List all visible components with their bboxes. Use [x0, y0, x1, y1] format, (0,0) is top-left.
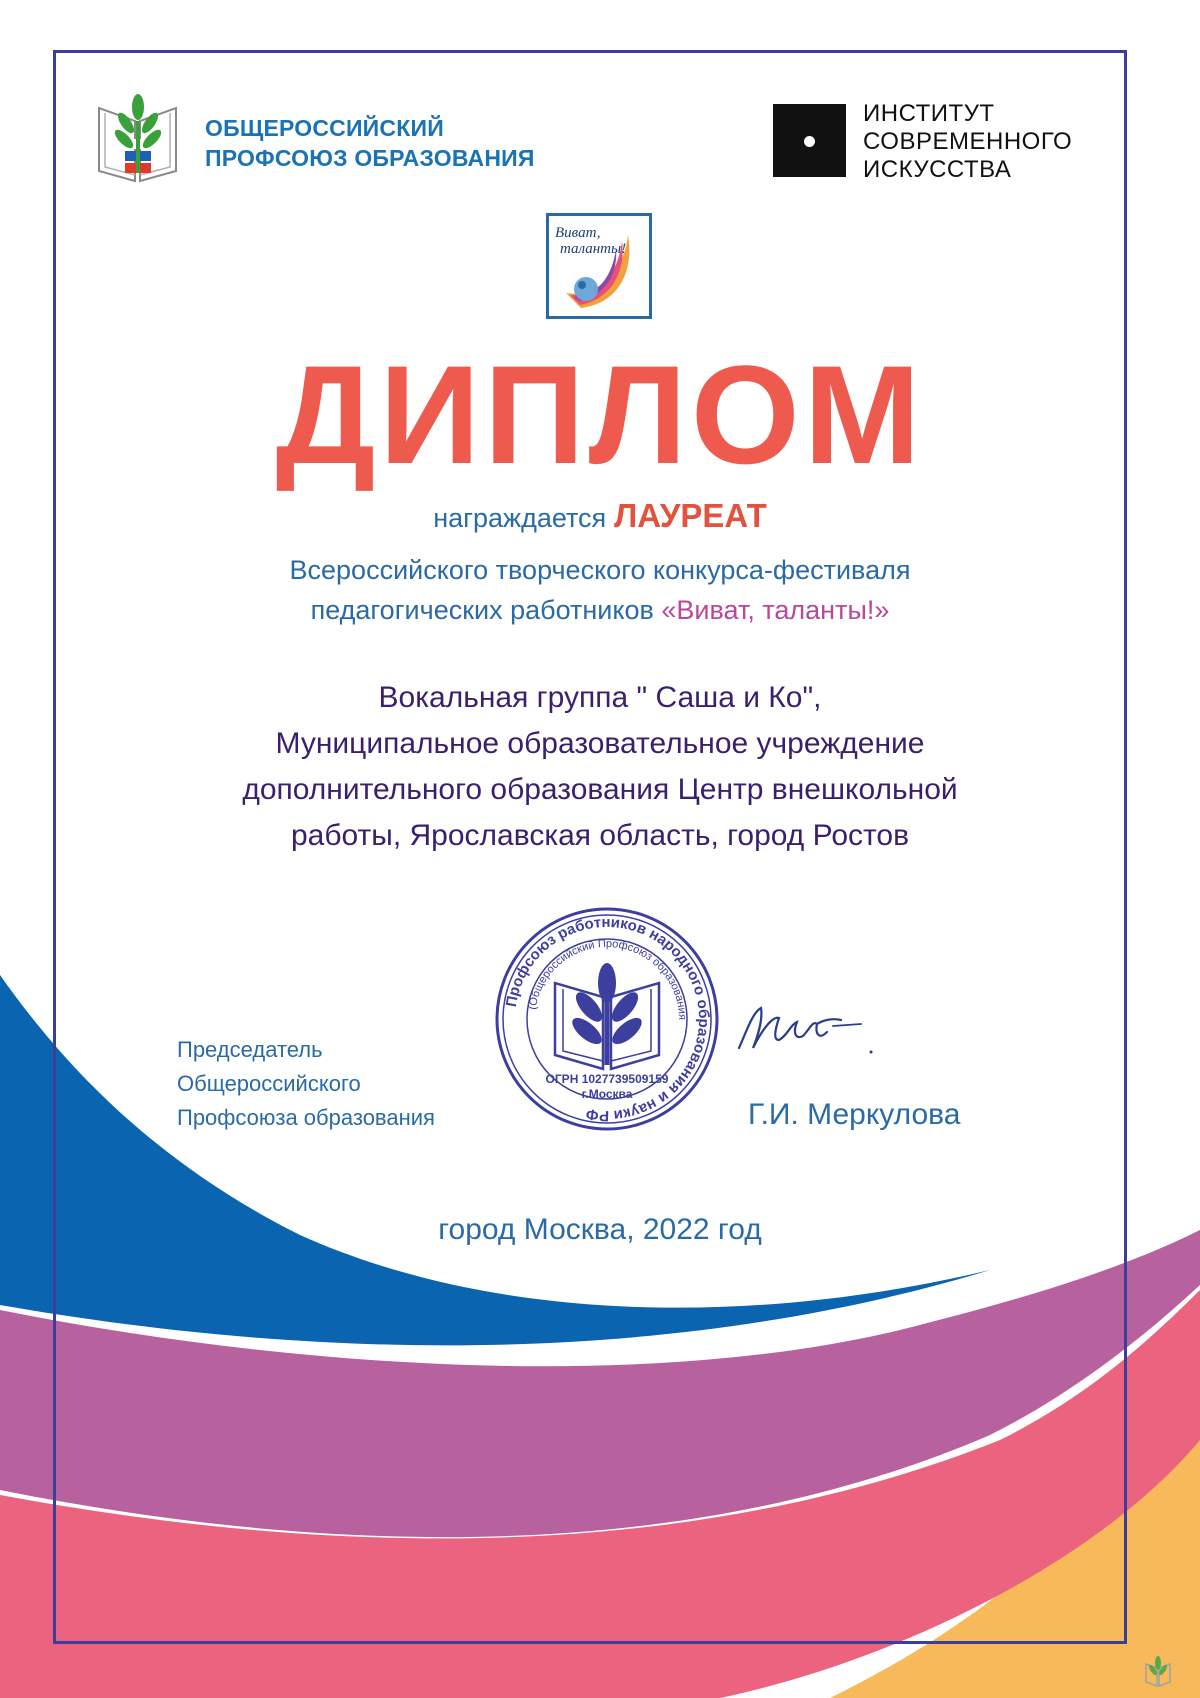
svg-text:г.Москва: г.Москва [581, 1087, 633, 1101]
seal-book-leaf-icon [555, 963, 659, 1069]
official-seal [493, 905, 721, 1133]
recipient-line: работы, Ярославская область, город Ростов [290, 819, 910, 852]
viva-talents-logo [546, 213, 652, 319]
svg-text:Виват,: Виват, [555, 225, 601, 241]
recipient-line: дополнительного образования Центр внешкольной [242, 773, 958, 806]
contest-line-1: Всероссийского творческого конкурса-фестиваля [289, 555, 911, 585]
svg-text:(Общероссийский Профсоюз образ: (Общероссийский Профсоюз образования [526, 937, 689, 1021]
union-book-leaf-icon [95, 93, 180, 188]
award-line [0, 498, 1200, 536]
recipient [180, 675, 1020, 859]
union-name: ОБЩЕРОССИЙСКИЙ ПРОФСОЮЗ ОБРАЗОВАНИЯ [205, 115, 535, 171]
recipient-line: Муниципальное образовательное учреждение [275, 727, 925, 760]
contest-line-2: педагогических работников [310, 595, 654, 625]
awarded-label: награждается [433, 503, 607, 533]
recipient-line: Вокальная группа " Саша и Ко", [378, 681, 822, 714]
rank: ЛАУРЕАТ [614, 497, 767, 534]
corner-book-leaf-icon [1143, 1654, 1173, 1688]
chair-title: Председатель Общероссийского Профсоюза образования [177, 1037, 435, 1130]
diploma-title: ДИПЛОМ [275, 336, 925, 493]
signer-name: Г.И. Меркулова [748, 1098, 961, 1131]
svg-text:ОГРН 1027739509159: ОГРН 1027739509159 [545, 1072, 669, 1086]
institute-name: ИНСТИТУТ СОВРЕМЕННОГО ИСКУССТВА [863, 100, 1073, 183]
institute-logo [773, 100, 1113, 183]
institute-record-icon [773, 104, 846, 177]
union-logo [95, 93, 535, 188]
handwritten-signature [733, 990, 873, 1070]
place-date: город Москва, 2022 год [438, 1213, 762, 1246]
svg-text:таланты!: таланты! [560, 241, 627, 257]
festival-name: «Виват, таланты!» [661, 595, 890, 625]
contest-description [0, 550, 1200, 630]
svg-text:Профсоюз работников народного: Профсоюз работников народного образования и науки РФ [502, 913, 713, 1125]
